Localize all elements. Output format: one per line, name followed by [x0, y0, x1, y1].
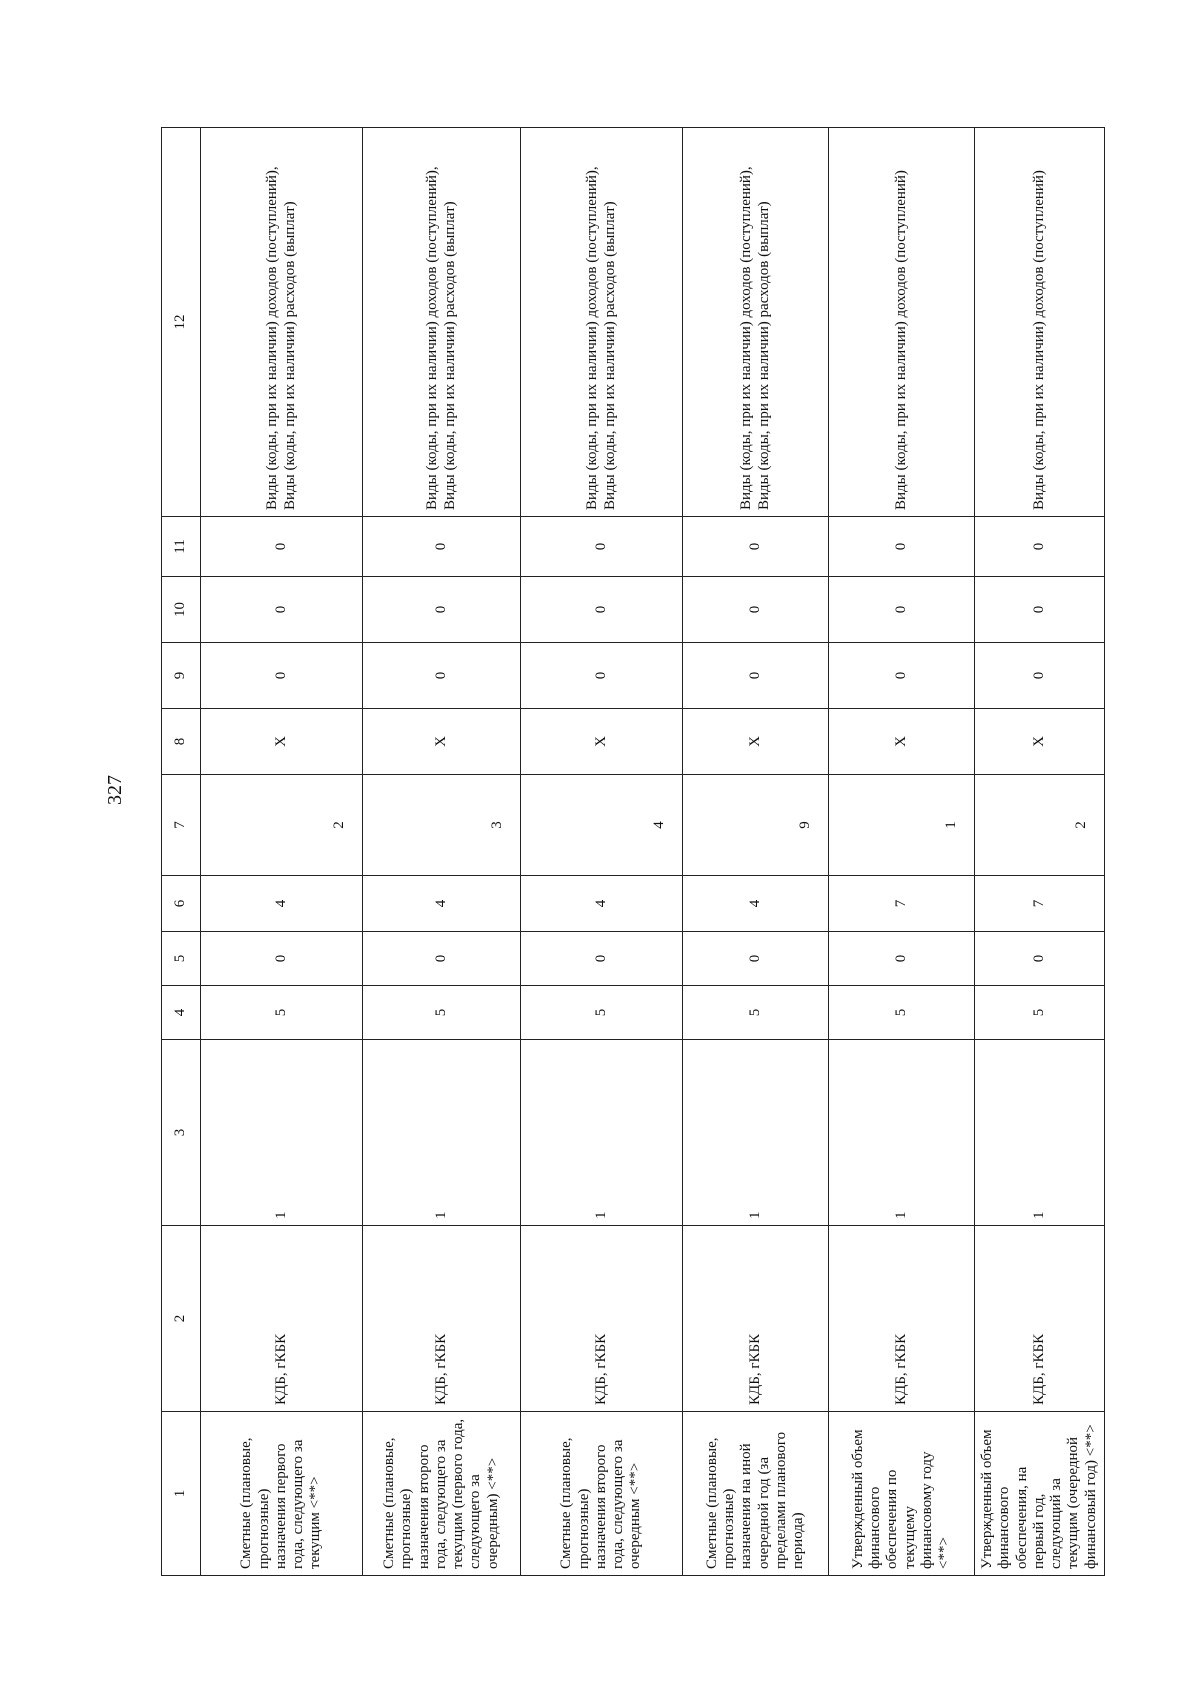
data-table — [161, 127, 1105, 1576]
value-cell: 0 — [201, 577, 363, 643]
value-cell: 1 — [683, 1040, 829, 1226]
table-row — [975, 128, 1105, 1576]
value-cell: 0 — [829, 643, 975, 709]
value-cell: 0 — [363, 643, 521, 709]
row-name-cell: Сметные (плановые, прогнозные) назначения второго года, следующего за очередным <**> — [521, 1412, 683, 1576]
value-cell: 5 — [201, 986, 363, 1040]
column-header: 8 — [162, 709, 201, 775]
value-cell: 4 — [683, 876, 829, 932]
value-cell: 2 — [975, 775, 1105, 876]
column-header: 11 — [162, 517, 201, 577]
value-cell: 5 — [521, 986, 683, 1040]
value-cell: X — [829, 709, 975, 775]
rotated-table-container — [161, 128, 1200, 1576]
row-name-cell: Утвержденный объем финансового обеспечения, на первый год, следующий за текущим (очередной финансовый год) <**> — [975, 1412, 1105, 1576]
value-cell: 5 — [829, 986, 975, 1040]
column-header: 7 — [162, 775, 201, 876]
value-cell: 0 — [975, 643, 1105, 709]
code-type-cell: КДБ, гКБК — [201, 1226, 363, 1412]
value-cell: 7 — [975, 876, 1105, 932]
value-cell: X — [683, 709, 829, 775]
row-name-cell: Утвержденный объем финансового обеспечения по текущему финансовому году <**> — [829, 1412, 975, 1576]
value-cell: X — [521, 709, 683, 775]
value-cell: 7 — [829, 876, 975, 932]
column-header: 2 — [162, 1226, 201, 1412]
value-cell: 5 — [683, 986, 829, 1040]
row-name-cell: Сметные (плановые, прогнозные) назначения на иной очередной год (за пределами планового периода) — [683, 1412, 829, 1576]
code-type-cell: КДБ, гКБК — [975, 1226, 1105, 1412]
value-cell: 0 — [521, 643, 683, 709]
value-cell: 9 — [683, 775, 829, 876]
value-cell: 0 — [363, 577, 521, 643]
column-header: 5 — [162, 932, 201, 986]
code-type-cell: КДБ, гКБК — [683, 1226, 829, 1412]
column-header: 10 — [162, 577, 201, 643]
value-cell: 0 — [683, 577, 829, 643]
row-name-cell: Сметные (плановые, прогнозные) назначения второго года, следующего за текущим (первого года, следующего за очередным) <**> — [363, 1412, 521, 1576]
value-cell: 0 — [975, 932, 1105, 986]
table-row — [363, 128, 521, 1576]
value-cell: 0 — [521, 932, 683, 986]
code-type-cell: КДБ, гКБК — [829, 1226, 975, 1412]
value-cell: 0 — [363, 932, 521, 986]
column-header: 1 — [162, 1412, 201, 1576]
value-cell: X — [201, 709, 363, 775]
value-cell: 1 — [829, 1040, 975, 1226]
description-cell: Виды (коды, при их наличии) доходов (поступлений), Виды (коды, при их наличии) расходов (выплат) — [683, 128, 829, 517]
value-cell: 0 — [201, 517, 363, 577]
description-cell: Виды (коды, при их наличии) доходов (поступлений) — [975, 128, 1105, 517]
value-cell: 3 — [363, 775, 521, 876]
value-cell: 0 — [829, 932, 975, 986]
table-row — [829, 128, 975, 1576]
value-cell: 0 — [829, 577, 975, 643]
page-number: 327 — [104, 775, 126, 805]
value-cell: X — [975, 709, 1105, 775]
column-header: 3 — [162, 1040, 201, 1226]
value-cell: 0 — [975, 577, 1105, 643]
value-cell: 4 — [521, 876, 683, 932]
value-cell: 2 — [201, 775, 363, 876]
value-cell: 4 — [521, 775, 683, 876]
value-cell: 0 — [683, 643, 829, 709]
value-cell: 1 — [975, 1040, 1105, 1226]
table-row — [683, 128, 829, 1576]
column-header: 12 — [162, 128, 201, 517]
value-cell: X — [363, 709, 521, 775]
table-row — [521, 128, 683, 1576]
description-cell: Виды (коды, при их наличии) доходов (поступлений) — [829, 128, 975, 517]
column-header: 4 — [162, 986, 201, 1040]
value-cell: 0 — [975, 517, 1105, 577]
value-cell: 0 — [201, 643, 363, 709]
value-cell: 0 — [363, 517, 521, 577]
code-type-cell: КДБ, гКБК — [521, 1226, 683, 1412]
value-cell: 4 — [201, 876, 363, 932]
value-cell: 5 — [363, 986, 521, 1040]
value-cell: 1 — [521, 1040, 683, 1226]
value-cell: 0 — [521, 517, 683, 577]
description-cell: Виды (коды, при их наличии) доходов (поступлений), Виды (коды, при их наличии) расходов (выплат) — [201, 128, 363, 517]
value-cell: 1 — [201, 1040, 363, 1226]
column-header: 6 — [162, 876, 201, 932]
description-cell: Виды (коды, при их наличии) доходов (поступлений), Виды (коды, при их наличии) расходов (выплат) — [521, 128, 683, 517]
value-cell: 0 — [683, 517, 829, 577]
value-cell: 0 — [829, 517, 975, 577]
value-cell: 0 — [521, 577, 683, 643]
code-type-cell: КДБ, гКБК — [363, 1226, 521, 1412]
header-row — [162, 128, 201, 1576]
value-cell: 5 — [975, 986, 1105, 1040]
value-cell: 1 — [363, 1040, 521, 1226]
column-header: 9 — [162, 643, 201, 709]
description-cell: Виды (коды, при их наличии) доходов (поступлений), Виды (коды, при их наличии) расходов (выплат) — [363, 128, 521, 517]
value-cell: 0 — [683, 932, 829, 986]
value-cell: 1 — [829, 775, 975, 876]
row-name-cell: Сметные (плановые, прогнозные) назначения первого года, следующего за текущим <**> — [201, 1412, 363, 1576]
value-cell: 0 — [201, 932, 363, 986]
value-cell: 4 — [363, 876, 521, 932]
table-row — [201, 128, 363, 1576]
